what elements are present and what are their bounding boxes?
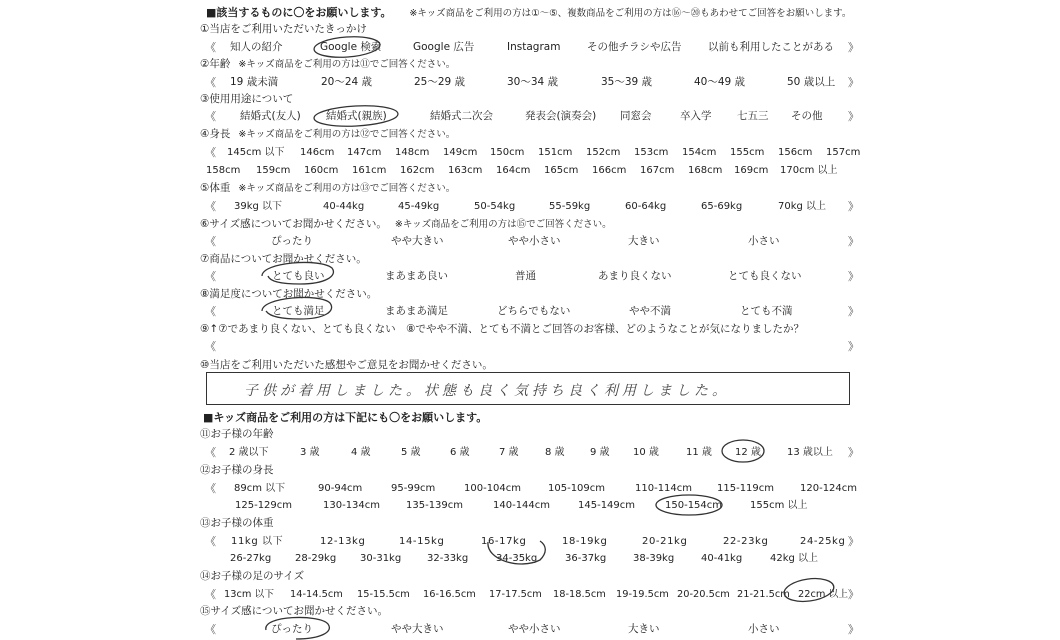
option[interactable]: 9 歳 [590, 447, 610, 458]
bracket-close: 》 [848, 41, 859, 54]
option[interactable]: 16-16.5cm [423, 589, 476, 600]
option[interactable]: 21-21.5cm [737, 589, 790, 600]
option[interactable]: 155cm 以上 [750, 500, 808, 511]
option[interactable]: 4 歳 [351, 447, 371, 458]
option[interactable]: 20-20.5cm [677, 589, 730, 600]
option[interactable]: 169cm [734, 165, 769, 176]
question-label: ④身長 [200, 128, 231, 140]
form-header [206, 6, 851, 20]
option[interactable]: 以前も利用したことがある [708, 41, 834, 53]
option[interactable]: 156cm [778, 147, 813, 158]
question-label: ①当店をご利用いただいたきっかけ [200, 23, 367, 35]
option[interactable]: やや不満 [629, 305, 671, 317]
question-12 [200, 464, 274, 477]
option[interactable]: 大きい [628, 623, 660, 635]
bracket-open: 《 [205, 110, 216, 123]
question-13-options-row-1 [0, 535, 1060, 548]
option[interactable]: 157cm [826, 147, 861, 158]
option[interactable]: 大きい [628, 235, 660, 247]
bracket-open: 《 [205, 305, 216, 318]
question-label: ⑧満足度についてお聞かせください。 [200, 288, 378, 300]
option[interactable]: 8 歳 [545, 447, 565, 458]
option[interactable]: 38-39kg [633, 553, 675, 564]
option[interactable]: 35〜39 歳 [601, 76, 653, 88]
option[interactable]: 10 歳 [633, 447, 659, 458]
option[interactable]: 13 歳以上 [787, 447, 833, 458]
option[interactable]: 19 歳未満 [230, 76, 279, 88]
option[interactable]: 135-139cm [406, 500, 464, 511]
bracket-close: 》 [848, 235, 859, 248]
option[interactable]: 40-44kg [323, 201, 365, 212]
question-4-options-row-2 [0, 164, 1060, 177]
question-label: ⑥サイズ感についてお聞かせください。 [200, 218, 387, 230]
question-7-options [0, 270, 1060, 283]
option[interactable]: 17-17.5cm [489, 589, 542, 600]
form-header-note: ※キッズ商品をご利用の方は①〜⑤、複数商品をご利用の方は⑯〜⑳もあわせてご回答をお願いします。 [409, 8, 852, 19]
option[interactable]: 160cm [304, 165, 339, 176]
option[interactable]: 25〜29 歳 [414, 76, 466, 88]
option[interactable]: 145cm 以下 [227, 147, 285, 158]
option[interactable]: 167cm [640, 165, 675, 176]
option[interactable]: 145-149cm [578, 500, 636, 511]
option[interactable]: 28-29kg [295, 553, 337, 564]
option[interactable]: 150cm [490, 147, 525, 158]
question-1-options [0, 41, 1060, 54]
option[interactable]: 148cm [395, 147, 430, 158]
question-label: ⑦商品についてお聞かせください。 [200, 253, 367, 265]
option[interactable]: 同窓会 [620, 110, 652, 122]
question-label: ⑮サイズ感についてお聞かせください。 [200, 605, 388, 617]
option[interactable]: 19-19.5cm [616, 589, 669, 600]
option[interactable]: 32-33kg [427, 553, 469, 564]
bracket-close: 》 [848, 305, 859, 318]
option[interactable]: 結婚式(親族) [326, 110, 387, 122]
option[interactable]: 125-129cm [235, 500, 293, 511]
option[interactable]: とても満足 [272, 305, 325, 317]
bracket-close: 》 [848, 200, 859, 213]
question-note: ※キッズ商品をご利用の方は⑮でご回答ください。 [394, 219, 612, 230]
option[interactable]: やや小さい [508, 623, 561, 635]
option[interactable]: 161cm [352, 165, 387, 176]
option[interactable]: まあまあ満足 [385, 305, 448, 317]
question-note: ※キッズ商品をご利用の方は⑫でご回答ください。 [238, 129, 456, 140]
option[interactable]: とても良い [272, 270, 325, 282]
question-label: ⑫お子様の身長 [200, 464, 274, 476]
question-9-answer [0, 340, 1060, 353]
question-12-options-row-2 [0, 499, 1060, 512]
option[interactable]: 65-69kg [701, 201, 743, 212]
option[interactable]: 小さい [748, 235, 780, 247]
option[interactable]: 165cm [544, 165, 579, 176]
option[interactable]: 11kg 以下 [231, 536, 284, 547]
option[interactable]: 14-14.5cm [290, 589, 343, 600]
question-label: ⑤体重 [200, 182, 231, 194]
option[interactable]: 20-21kg [642, 536, 688, 547]
bracket-open: 《 [205, 270, 216, 283]
question-12-options-row-1 [0, 482, 1060, 495]
option[interactable]: 12 歳 [735, 447, 761, 458]
option[interactable]: Google 広告 [413, 41, 475, 53]
question-4-options-row-1 [0, 146, 1060, 159]
option[interactable]: 12-13kg [320, 536, 366, 547]
option[interactable]: 100-104cm [464, 483, 522, 494]
option[interactable]: とても不満 [740, 305, 793, 317]
question-6 [200, 218, 612, 231]
option[interactable]: ぴったり [271, 623, 313, 635]
option[interactable]: 30-31kg [360, 553, 402, 564]
option[interactable]: 小さい [748, 623, 780, 635]
option[interactable]: 170cm 以上 [780, 165, 838, 176]
option[interactable]: 22cm 以上 [798, 589, 849, 600]
bracket-open: 《 [205, 446, 216, 459]
bracket-close: 》 [848, 270, 859, 283]
option[interactable]: 159cm [256, 165, 291, 176]
option[interactable]: 110-114cm [635, 483, 693, 494]
option[interactable]: 89cm 以下 [234, 483, 286, 494]
option[interactable]: 知人の紹介 [230, 41, 283, 53]
question-10 [200, 359, 493, 372]
question-label: ⑭お子様の足のサイズ [200, 570, 305, 582]
option[interactable]: やや大きい [391, 235, 444, 247]
question-13-options-row-2 [0, 552, 1060, 565]
bracket-open: 《 [205, 200, 216, 213]
option[interactable]: 26-27kg [230, 553, 272, 564]
question-9 [200, 323, 804, 336]
option[interactable]: 結婚式(友人) [240, 110, 301, 122]
option[interactable]: やや大きい [391, 623, 444, 635]
option[interactable]: 70kg 以上 [778, 201, 827, 212]
option[interactable]: とても良くない [728, 270, 802, 282]
question-14-options [0, 588, 1060, 601]
form-title: ■該当するものに〇をお願いします。 [206, 6, 392, 19]
option[interactable]: 7 歳 [499, 447, 519, 458]
bracket-open: 《 [205, 146, 216, 159]
option[interactable]: 168cm [688, 165, 723, 176]
question-11 [200, 428, 274, 441]
option[interactable]: 11 歳 [686, 447, 712, 458]
option[interactable]: 166cm [592, 165, 627, 176]
bracket-close: 》 [848, 340, 859, 353]
option[interactable]: 2 歳以下 [229, 447, 269, 458]
option[interactable]: 154cm [682, 147, 717, 158]
question-8 [200, 288, 377, 301]
question-3 [200, 93, 293, 106]
option[interactable]: 50 歳以上 [787, 76, 836, 88]
option[interactable]: あまり良くない [598, 270, 672, 282]
option[interactable]: 147cm [347, 147, 382, 158]
question-2 [200, 58, 455, 71]
bracket-open: 《 [205, 41, 216, 54]
question-label: ⑬お子様の体重 [200, 517, 274, 529]
option[interactable]: 164cm [496, 165, 531, 176]
question-label: ⑨↑⑦であまり良くない、とても良くない ⑧でやや不満、とても不満とご回答のお客様、どのようなことが気になりましたか？ [200, 323, 805, 335]
question-label: ⑩当店をご利用いただいた感想やご意見をお聞かせください。 [200, 359, 493, 371]
question-15 [200, 605, 388, 618]
option[interactable]: 95-99cm [391, 483, 436, 494]
question-13 [200, 517, 274, 530]
question-4 [200, 128, 455, 141]
bracket-open: 《 [205, 76, 216, 89]
bracket-open: 《 [205, 535, 217, 548]
option[interactable]: 普通 [515, 270, 536, 282]
option[interactable]: 55-59kg [549, 201, 591, 212]
handwritten-answer: 子供が着用しました。状態も良く気持ち良く利用しました。 [244, 383, 730, 399]
option[interactable]: 34-35kg [496, 553, 538, 564]
option[interactable]: 13cm 以下 [224, 589, 275, 600]
option[interactable]: やや小さい [508, 235, 561, 247]
bracket-close: 》 [848, 76, 859, 89]
option[interactable]: 162cm [400, 165, 435, 176]
question-6-options [0, 235, 1060, 248]
question-note: ※キッズ商品をご利用の方は⑪でご回答ください。 [238, 59, 456, 70]
bracket-close: 》 [848, 588, 859, 601]
option[interactable]: 155cm [730, 147, 765, 158]
option[interactable]: 14-15kg [399, 536, 445, 547]
option[interactable]: どちらでもない [497, 305, 571, 317]
option[interactable]: 149cm [443, 147, 478, 158]
kids-section-header: ■キッズ商品をご利用の方は下記にも〇をお願いします。 [203, 411, 488, 424]
question-2-options [0, 76, 1060, 89]
option[interactable]: 30〜34 歳 [507, 76, 559, 88]
option[interactable]: 結婚式二次会 [430, 110, 493, 122]
question-label: ②年齢 [200, 58, 231, 70]
option[interactable]: 22-23kg [723, 536, 769, 547]
bracket-close: 》 [848, 623, 859, 636]
question-11-options [0, 446, 1060, 459]
option[interactable]: 5 歳 [401, 447, 421, 458]
option[interactable]: 152cm [586, 147, 621, 158]
bracket-open: 《 [205, 340, 216, 353]
option[interactable]: 39kg 以下 [234, 201, 283, 212]
option[interactable]: 40-41kg [701, 553, 743, 564]
option[interactable]: 105-109cm [548, 483, 606, 494]
bracket-close: 》 [848, 110, 859, 123]
option[interactable]: 130-134cm [323, 500, 381, 511]
option[interactable]: 45-49kg [398, 201, 440, 212]
question-15-options [0, 623, 1060, 636]
option[interactable]: 18-18.5cm [553, 589, 606, 600]
option[interactable]: 50-54kg [474, 201, 516, 212]
option[interactable]: Instagram [507, 41, 561, 53]
option[interactable]: その他 [791, 110, 823, 122]
option[interactable]: 6 歳 [450, 447, 470, 458]
option[interactable]: 18-19kg [562, 536, 608, 547]
question-7 [200, 253, 367, 266]
option[interactable]: 36-37kg [565, 553, 607, 564]
bracket-open: 《 [205, 623, 216, 636]
question-3-options [0, 110, 1060, 123]
bracket-close: 》 [848, 446, 859, 459]
option[interactable]: 140-144cm [493, 500, 551, 511]
option[interactable]: 163cm [448, 165, 483, 176]
option[interactable]: 3 歳 [300, 447, 320, 458]
option[interactable]: 七五三 [737, 110, 769, 122]
option[interactable]: 151cm [538, 147, 573, 158]
question-5 [200, 182, 455, 195]
option[interactable]: その他チラシや広告 [587, 41, 682, 53]
option[interactable]: 120-124cm [800, 483, 858, 494]
option[interactable]: 20〜24 歳 [321, 76, 373, 88]
option[interactable]: 42kg 以上 [770, 553, 819, 564]
option[interactable]: 40〜49 歳 [694, 76, 746, 88]
option[interactable]: 発表会(演奏会) [525, 110, 597, 122]
option[interactable]: 158cm [206, 165, 241, 176]
option[interactable]: ぴったり [271, 235, 313, 247]
option[interactable]: 24-25kg [800, 536, 846, 547]
question-label: ⑪お子様の年齢 [200, 428, 274, 440]
option[interactable]: 90-94cm [318, 483, 363, 494]
question-14 [200, 570, 304, 583]
question-1 [200, 23, 367, 36]
option[interactable]: 16-17kg [481, 536, 527, 547]
option[interactable]: 15-15.5cm [357, 589, 410, 600]
option[interactable]: まあまあ良い [385, 270, 448, 282]
question-5-options [0, 200, 1060, 213]
bracket-close: 》 [848, 535, 860, 548]
question-note: ※キッズ商品をご利用の方は⑬でご回答ください。 [238, 183, 456, 194]
option[interactable]: 卒入学 [680, 110, 712, 122]
option[interactable]: 146cm [300, 147, 335, 158]
question-label: ③使用用途について [200, 93, 294, 105]
option[interactable]: 153cm [634, 147, 669, 158]
bracket-open: 《 [205, 235, 216, 248]
bracket-open: 《 [205, 482, 216, 495]
question-8-options [0, 305, 1060, 318]
option[interactable]: 115-119cm [717, 483, 775, 494]
option[interactable]: Google 検索 [320, 41, 382, 53]
option[interactable]: 150-154cm [665, 500, 723, 511]
bracket-open: 《 [205, 588, 216, 601]
option[interactable]: 60-64kg [625, 201, 667, 212]
